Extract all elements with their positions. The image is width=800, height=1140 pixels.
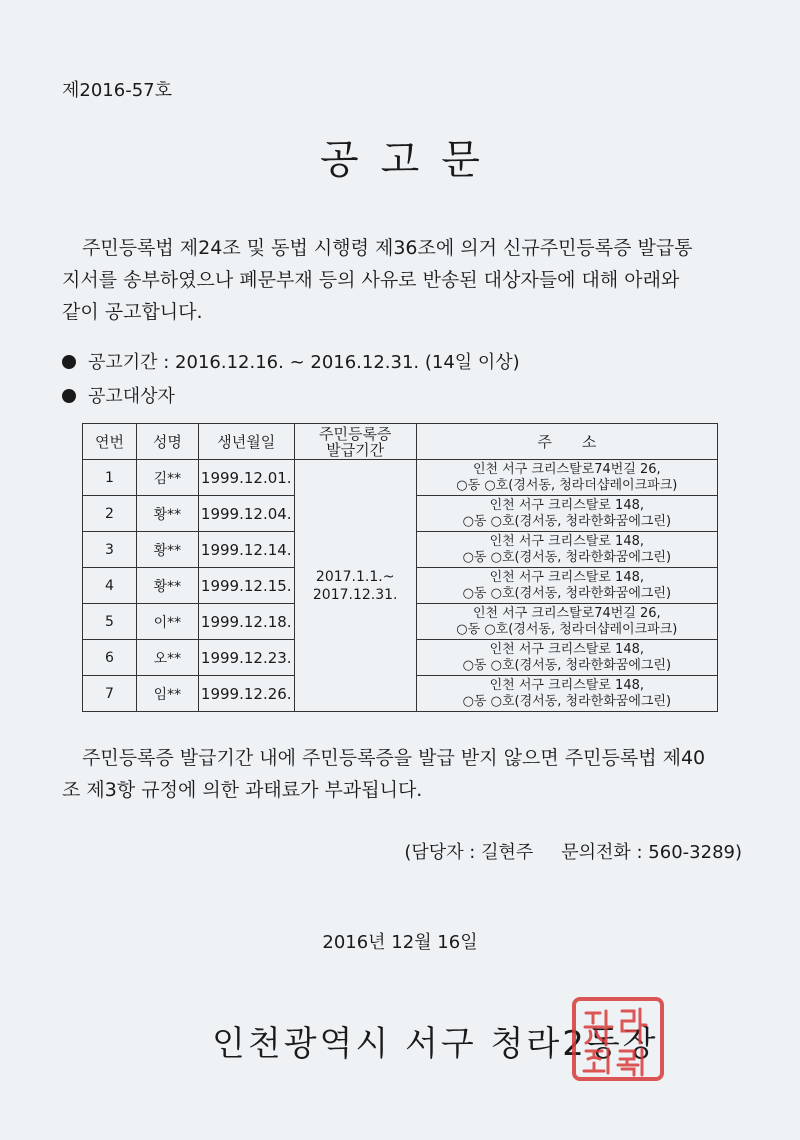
row-address: [416, 568, 717, 604]
intro-line-3: 같이 공고합니다.: [62, 301, 203, 323]
address-line-1: 인천 서구 크리스탈로74번길 26,: [472, 461, 661, 477]
header-name: 성명: [136, 424, 198, 460]
notice-date: 2016년 12월 16일: [322, 932, 478, 953]
address-line-1: 인천 서구 크리스탈로 148,: [489, 641, 644, 657]
row-name: 이**: [136, 604, 198, 640]
row-name: 황**: [136, 532, 198, 568]
address-line-1: 인천 서구 크리스탈로 148,: [489, 497, 644, 513]
row-no: 4: [83, 568, 137, 604]
contact-phone: 문의전화 : 560-3289): [561, 842, 742, 863]
address-line-1: 인천 서구 크리스탈로74번길 26,: [472, 605, 661, 621]
seal-graphic: [576, 1001, 660, 1077]
row-dob: 1999.12.26.: [198, 676, 294, 712]
contact-person: (담당자 : 길현주: [404, 842, 534, 863]
row-address: [416, 532, 717, 568]
row-dob: 1999.12.18.: [198, 604, 294, 640]
row-dob: 1999.12.04.: [198, 496, 294, 532]
row-no: 1: [83, 460, 137, 496]
address-line-2: ○동 ○호(경서동, 청라더샵레이크파크): [456, 621, 678, 637]
row-address: [416, 496, 717, 532]
row-no: 2: [83, 496, 137, 532]
row-address: [416, 460, 717, 496]
row-dob: 1999.12.14.: [198, 532, 294, 568]
contact-info: [404, 838, 742, 864]
header-address: 주 소: [416, 424, 717, 460]
row-name: 임**: [136, 676, 198, 712]
address-line-2: ○동 ○호(경서동, 청라한화꿈에그린): [462, 693, 672, 709]
document-title: 공고문: [320, 137, 502, 183]
row-no: 6: [83, 640, 137, 676]
address-line-2: ○동 ○호(경서동, 청라한화꿈에그린): [462, 657, 672, 673]
row-dob: 1999.12.01.: [198, 460, 294, 496]
penalty-line-1: 주민등록증 발급기간 내에 주민등록증을 발급 받지 않으면 주민등록법 제40: [82, 747, 706, 769]
row-no: 3: [83, 532, 137, 568]
table-row: [83, 460, 718, 496]
notice-period: [62, 348, 520, 374]
intro-line-1: 주민등록법 제24조 및 동법 시행령 제36조에 의거 신규주민등록증 발급통: [82, 237, 693, 259]
issuer-name: 인천광역시 서구 청라2동장: [212, 1024, 659, 1064]
row-address: [416, 640, 717, 676]
penalty-paragraph: [62, 742, 752, 806]
address-line-2: ○동 ○호(경서동, 청라더샵레이크파크): [456, 477, 678, 493]
address-line-2: ○동 ○호(경서동, 청라한화꿈에그린): [462, 585, 672, 601]
address-line-1: 인천 서구 크리스탈로 148,: [489, 533, 644, 549]
intro-paragraph: [62, 232, 752, 328]
header-period-line-2: 발급기간: [326, 440, 385, 459]
address-line-2: ○동 ○호(경서동, 청라한화꿈에그린): [462, 549, 672, 565]
notice-period-text: 공고기간 : 2016.12.16. ~ 2016.12.31. (14일 이상): [88, 352, 520, 373]
row-dob: 1999.12.23.: [198, 640, 294, 676]
header-no: 연번: [83, 424, 137, 460]
table-header-row: [83, 424, 718, 460]
header-dob: 생년월일: [198, 424, 294, 460]
row-address: [416, 604, 717, 640]
header-period: [294, 424, 416, 460]
row-name: 황**: [136, 496, 198, 532]
bullet-icon: [62, 355, 76, 369]
targets-label: 공고대상자: [88, 386, 175, 407]
row-no: 7: [83, 676, 137, 712]
row-address: [416, 676, 717, 712]
row-name: 김**: [136, 460, 198, 496]
intro-line-2: 지서를 송부하였으나 폐문부재 등의 사유로 반송된 대상자들에 대해 아래와: [62, 269, 680, 291]
row-name: 황**: [136, 568, 198, 604]
issue-period-cell: [294, 460, 416, 712]
document-number: 제2016-57호: [62, 80, 172, 101]
row-no: 5: [83, 604, 137, 640]
official-seal: [572, 997, 664, 1081]
address-line-1: 인천 서구 크리스탈로 148,: [489, 677, 644, 693]
issue-period-end: 2017.12.31.: [312, 586, 398, 603]
row-dob: 1999.12.15.: [198, 568, 294, 604]
bullet-icon: [62, 389, 76, 403]
address-line-2: ○동 ○호(경서동, 청라한화꿈에그린): [462, 513, 672, 529]
issue-period-start: 2017.1.1.~: [315, 568, 395, 585]
header-period-line-1: 주민등록증: [318, 424, 392, 443]
recipients-table: [82, 423, 718, 712]
address-line-1: 인천 서구 크리스탈로 148,: [489, 569, 644, 585]
targets-heading: [62, 382, 175, 408]
penalty-line-2: 조 제3항 규정에 의한 과태료가 부과됩니다.: [62, 779, 423, 801]
row-name: 오**: [136, 640, 198, 676]
